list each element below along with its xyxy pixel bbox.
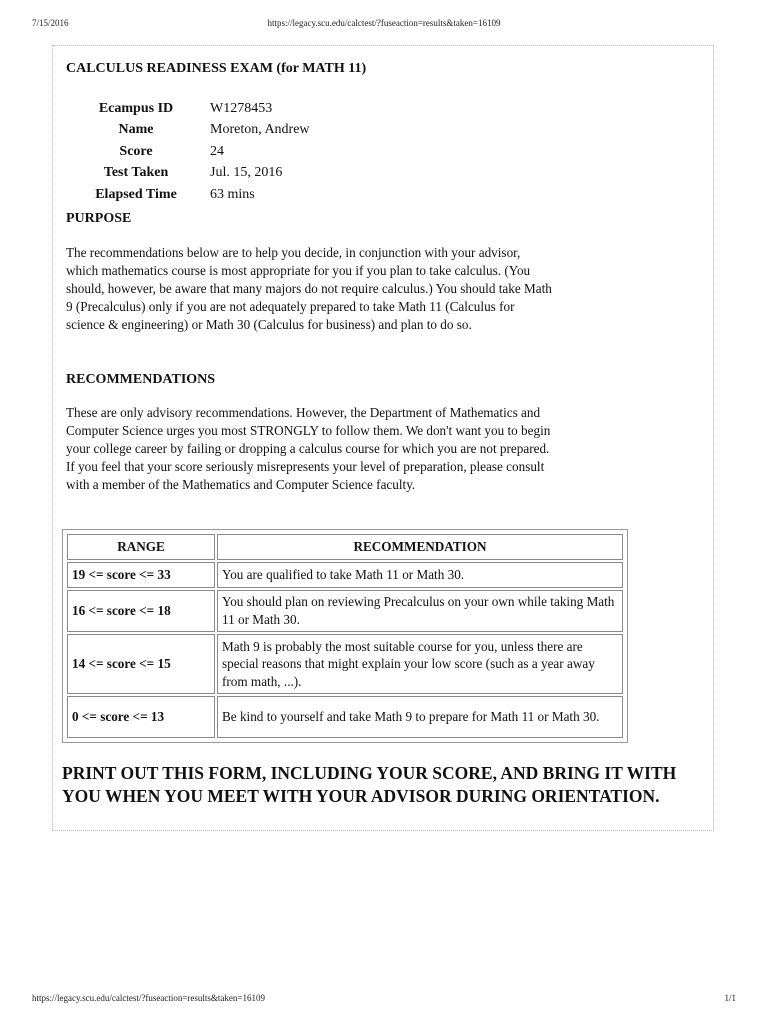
range-cell: 14 <= score <= 15: [67, 634, 215, 694]
info-row-elapsed-time: [80, 184, 310, 206]
range-column-header: RANGE: [67, 534, 215, 560]
info-row-test-taken: [80, 163, 310, 185]
print-instructions: PRINT OUT THIS FORM, INCLUDING YOUR SCORE, AND BRING IT WITH YOU WHEN YOU MEET WITH YOUR ADVISOR DURING ORIENTATION.: [62, 763, 677, 806]
print-date: 7/15/2016: [32, 18, 69, 28]
info-value: W1278453: [210, 100, 273, 116]
table-header-row: [67, 534, 623, 560]
info-row-name: [80, 120, 310, 142]
recommendations-line: Computer Science urges you most STRONGLY to follow them. We don't want you to begin: [66, 422, 551, 438]
recommendations-line: If you feel that your score seriously misrepresents your level of preparation, please consult: [66, 458, 545, 474]
info-label: Name: [118, 122, 154, 138]
info-label: Elapsed Time: [95, 186, 177, 202]
purpose-line: should, however, be aware that many majors do not require calculus.) You should take Math: [66, 280, 552, 296]
info-value: Moreton, Andrew: [210, 122, 310, 138]
recommendations-line: with a member of the Mathematics and Computer Science faculty.: [66, 476, 416, 492]
recommendation-cell: You are qualified to take Math 11 or Math 30.: [217, 562, 623, 588]
recommendation-column-header: RECOMMENDATION: [217, 534, 623, 560]
footer-url: https://legacy.scu.edu/calctest/?fuseaction=results&taken=16109: [32, 993, 265, 1003]
info-value: 24: [210, 143, 224, 159]
table-row: [67, 562, 623, 588]
recommendations-paragraph: [66, 404, 628, 494]
recommendation-cell: You should plan on reviewing Precalculus on your own while taking Math 11 or Math 30.: [217, 590, 623, 632]
range-cell: 19 <= score <= 33: [67, 562, 215, 588]
recommendation-cell: Math 9 is probably the most suitable course for you, unless there are special reasons that might explain your low score (such as a year away from math, ...).: [217, 634, 623, 694]
recommendations-line: These are only advisory recommendations. However, the Department of Mathematics and: [66, 405, 541, 420]
range-cell: 0 <= score <= 13: [67, 696, 215, 738]
student-info-table: [80, 98, 310, 206]
recommendation-table: [65, 532, 625, 740]
table-row: [67, 634, 623, 694]
table-row: [67, 590, 623, 632]
info-label: Test Taken: [103, 165, 169, 181]
recommendation-cell: Be kind to yourself and take Math 9 to prepare for Math 11 or Math 30.: [217, 696, 623, 738]
purpose-line: 9 (Precalculus) only if you are not adequately prepared to take Math 11 (Calculus for: [66, 298, 515, 314]
exam-title: CALCULUS READINESS EXAM (for MATH 11): [66, 61, 367, 76]
recommendations-line: your college career by failing or dropping a calculus course for which you are not prepared.: [66, 440, 550, 456]
recommendations-heading: RECOMMENDATIONS: [66, 372, 216, 387]
info-value: 63 mins: [210, 186, 255, 202]
range-cell: 16 <= score <= 18: [67, 590, 215, 632]
info-value: Jul. 15, 2016: [210, 165, 283, 181]
info-label: Score: [119, 143, 153, 159]
page-number: 1/1: [724, 993, 736, 1003]
purpose-heading: PURPOSE: [66, 211, 132, 226]
purpose-line: The recommendations below are to help you decide, in conjunction with your advisor,: [66, 245, 521, 260]
info-label: Ecampus ID: [98, 100, 174, 116]
print-url: https://legacy.scu.edu/calctest/?fuseaction=results&taken=16109: [267, 18, 501, 28]
table-row: [67, 696, 623, 738]
recommendation-table-wrapper: [62, 529, 628, 743]
purpose-line: which mathematics course is most appropriate for you if you plan to take calculus. (You: [66, 262, 531, 278]
purpose-line: science & engineering) or Math 30 (Calculus for business) and plan to do so.: [66, 316, 472, 332]
purpose-paragraph: [66, 244, 628, 334]
info-row-ecampus-id: [80, 98, 310, 120]
info-row-score: [80, 141, 310, 163]
